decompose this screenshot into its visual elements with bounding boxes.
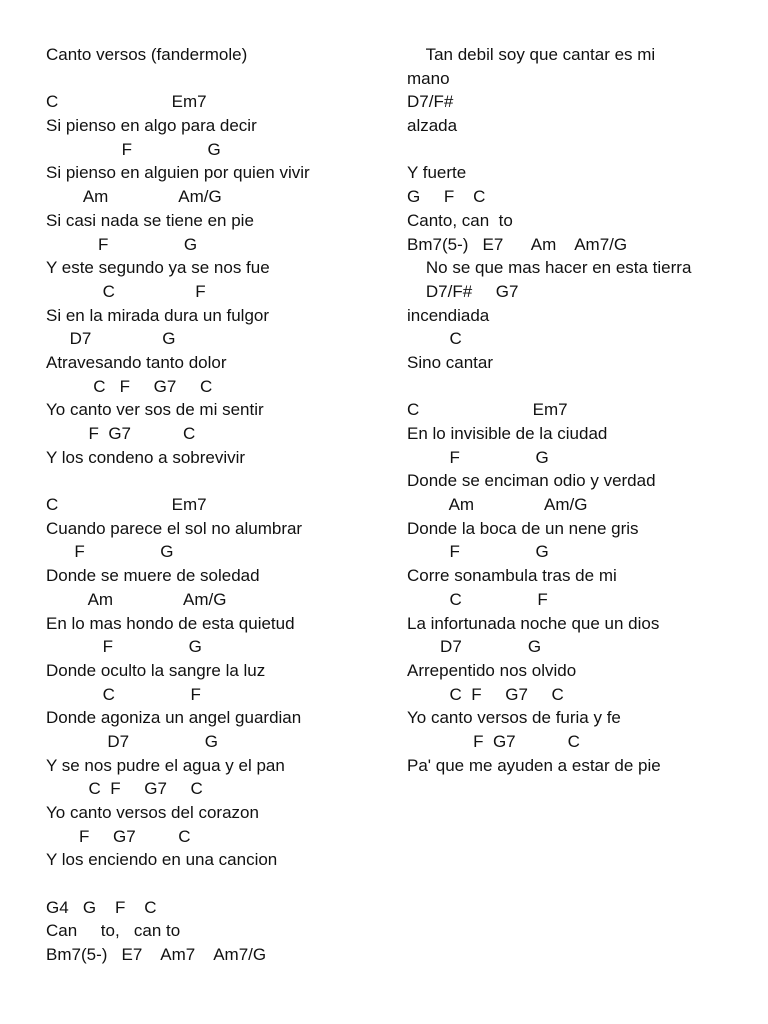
chord-line: D7/F# bbox=[407, 92, 454, 112]
chord-line: F G bbox=[407, 447, 549, 467]
lyric-line: mano bbox=[407, 68, 450, 88]
chord-line: C Em7 bbox=[407, 400, 568, 420]
lyric-line: Si pienso en algo para decir bbox=[46, 116, 257, 136]
blank-line bbox=[407, 138, 747, 162]
chord-line: F G bbox=[46, 139, 221, 159]
lyric-line: Y se nos pudre el agua y el pan bbox=[46, 755, 285, 775]
chord-line: C F G7 C bbox=[46, 779, 203, 799]
chord-line: Bm7(5-) E7 Am7 Am7/G bbox=[46, 945, 267, 965]
lyric-line: No se que mas hacer en esta tierra bbox=[407, 258, 692, 278]
chord-line: C F bbox=[46, 281, 206, 301]
left-column bbox=[46, 43, 386, 967]
lyric-line: Donde agoniza un angel guardian bbox=[46, 708, 302, 728]
chord-line: G4 G F C bbox=[46, 897, 157, 917]
chord-line: C F G7 C bbox=[46, 376, 213, 396]
lyric-line: Y los condeno a sobrevivir bbox=[46, 447, 246, 467]
lyric-line: Arrepentido nos olvido bbox=[407, 660, 577, 680]
chord-line: Bm7(5-) E7 Am Am7/G bbox=[407, 234, 628, 254]
right-column bbox=[407, 43, 747, 777]
lyric-line: Donde la boca de un nene gris bbox=[407, 518, 639, 538]
blank-line bbox=[46, 67, 386, 91]
chord-line: F G bbox=[46, 637, 202, 657]
chord-line: C F G7 C bbox=[407, 684, 564, 704]
lyric-line: Donde oculto la sangre la luz bbox=[46, 660, 266, 680]
chord-line: C Em7 bbox=[46, 92, 207, 112]
lyric-line: En lo invisible de la ciudad bbox=[407, 424, 608, 443]
lyric-line: Yo canto ver sos de mi sentir bbox=[46, 400, 264, 420]
chord-line: F G bbox=[46, 234, 198, 254]
lyric-line: Si en la mirada dura un fulgor bbox=[46, 305, 270, 325]
lyric-line: Canto, can to bbox=[407, 210, 513, 230]
lyric-line: Pa' que me ayuden a estar de pie bbox=[407, 755, 661, 775]
chord-line: F G7 C bbox=[46, 424, 196, 443]
blank-line bbox=[407, 375, 747, 399]
lyric-line: incendiada bbox=[407, 305, 490, 325]
song-title: Canto versos (fandermole) bbox=[46, 45, 248, 64]
lyric-line: alzada bbox=[407, 116, 458, 136]
chord-line: D7/F# G7 bbox=[407, 281, 519, 301]
chord-line: C Em7 bbox=[46, 495, 207, 515]
chord-line: G F C bbox=[407, 187, 486, 207]
chord-line: D7 G bbox=[407, 637, 542, 657]
lyric-line: La infortunada noche que un dios bbox=[407, 613, 660, 633]
lyric-line: En lo mas hondo de esta quietud bbox=[46, 613, 295, 633]
chord-line: Am Am/G bbox=[46, 187, 222, 207]
lyric-line: Y fuerte bbox=[407, 163, 467, 183]
lyric-line: Atravesando tanto dolor bbox=[46, 352, 227, 372]
lyric-line: Tan debil soy que cantar es mi bbox=[407, 45, 656, 64]
chord-line: C bbox=[407, 329, 462, 349]
chord-line: D7 G bbox=[46, 731, 218, 751]
lyric-line: Sino cantar bbox=[407, 352, 493, 372]
blank-line bbox=[46, 872, 386, 896]
chord-line: D7 G bbox=[46, 329, 176, 349]
chord-line: F G bbox=[407, 542, 549, 562]
lyric-line: Y este segundo ya se nos fue bbox=[46, 258, 270, 278]
lyric-line: Cuando parece el sol no alumbrar bbox=[46, 518, 303, 538]
chord-line: F G7 C bbox=[46, 826, 191, 846]
lyric-line: Yo canto versos de furia y fe bbox=[407, 708, 621, 728]
lyric-line: Si casi nada se tiene en pie bbox=[46, 210, 254, 230]
chord-line: C F bbox=[407, 589, 548, 609]
lyric-line: Yo canto versos del corazon bbox=[46, 803, 259, 822]
lyric-line: Donde se enciman odio y verdad bbox=[407, 471, 656, 491]
lyric-line: Si pienso en alguien por quien vivir bbox=[46, 163, 310, 183]
blank-line bbox=[46, 469, 386, 493]
chord-line: Am Am/G bbox=[407, 495, 588, 515]
chord-line: F G7 C bbox=[407, 731, 580, 751]
lyric-line: Y los enciendo en una cancion bbox=[46, 850, 278, 870]
lyric-line: Can to, can to bbox=[46, 921, 181, 941]
chord-line: F G bbox=[46, 542, 174, 562]
chord-line: C F bbox=[46, 684, 201, 704]
chord-line: Am Am/G bbox=[46, 589, 227, 609]
lyric-line: Donde se muere de soledad bbox=[46, 566, 260, 586]
lyric-line: Corre sonambula tras de mi bbox=[407, 566, 617, 586]
